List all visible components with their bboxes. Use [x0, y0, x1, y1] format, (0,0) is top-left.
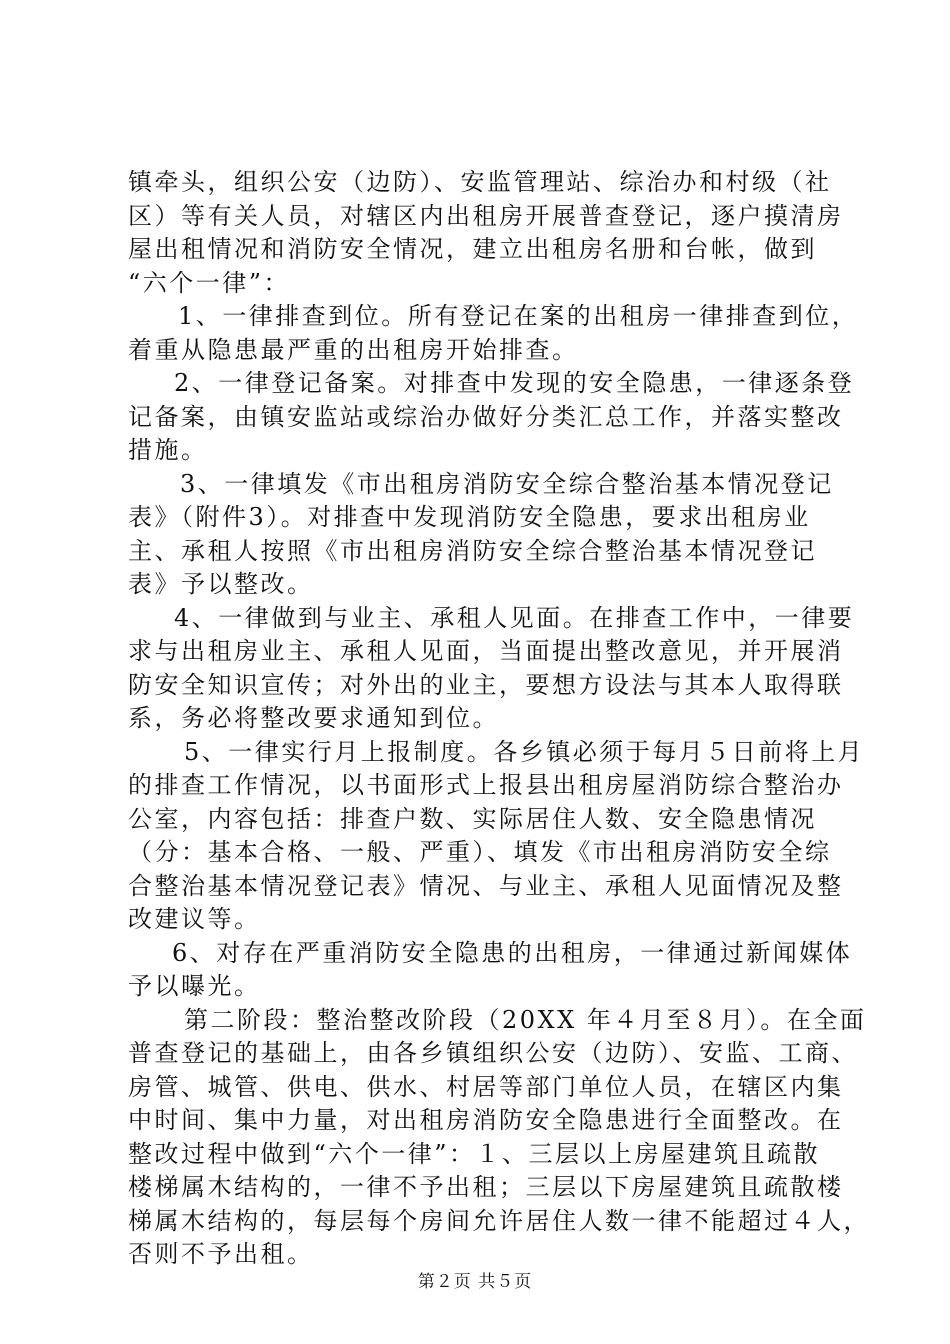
item-6-line: 6、对存在严重消防安全隐患的出租房，一律通过新闻媒体: [172, 938, 853, 967]
text-line: 予以曝光。: [128, 972, 261, 1000]
text-line: 整改过程中做到“六个一律”：１、三层以上房屋建筑且疏散: [128, 1139, 821, 1168]
text-line: 否则不予出租。: [128, 1240, 314, 1268]
document-body: [128, 166, 870, 1272]
item-4-line: 4、一律做到与业主、承租人见面。在排查工作中，一律要: [174, 603, 855, 632]
text-line: 普查登记的基础上，由各乡镇组织公安（边防）、安监、工商、: [128, 1039, 858, 1067]
text-line: 主、承租人按照《市出租房消防安全综合整治基本情况登记: [128, 536, 817, 565]
text-line: 防安全知识宣传；对外出的业主，要想方设法与其本人取得联: [128, 670, 844, 699]
text-line: 屋出租情况和消防安全情况，建立出租房名册和台帐，做到: [128, 235, 817, 263]
text-line: 措施。: [128, 436, 208, 464]
text-line: 求与出租房业主、承租人见面，当面提出整改意见，并开展消: [128, 637, 844, 665]
text-line: 合整治基本情况登记表》情况、与业主、承租人见面情况及整: [128, 871, 844, 900]
text-line: “六个一律”：: [128, 268, 291, 297]
text-line: 楼梯属木结构的，一律不予出租；三层以下房屋建筑且疏散楼: [128, 1173, 844, 1201]
text-line: 表》予以整改。: [128, 570, 314, 598]
text-line: 房管、城管、供电、供水、村居等部门单位人员，在辖区内集: [128, 1072, 844, 1101]
item-1-line: 1、一律排查到位。所有登记在案的出租房一律排查到位，: [178, 302, 859, 330]
item-5-line: 5、一律实行月上报制度。各乡镇必须于每月５日前将上月: [184, 737, 865, 766]
item-3-line: 3、一律填发《市出租房消防安全综合整治基本情况登记: [180, 469, 834, 498]
stage-two-line: 第二阶段：整治整改阶段（20XX 年４月至８月）。在全面: [184, 1005, 867, 1034]
text-line: （分：基本合格、一般、严重）、填发《市出租房消防安全综: [128, 838, 832, 866]
text-line: 镇牵头，组织公安（边防）、安监管理站、综治办和村级（社: [128, 168, 832, 196]
text-line: 着重从隐患最严重的出租房开始排查。: [128, 335, 579, 364]
text-line: 系，务必将整改要求通知到位。: [128, 704, 499, 732]
page-number-footer: 第２页 共５页: [417, 1272, 533, 1292]
text-line: 的排查工作情况，以书面形式上报县出租房屋消防综合整治办: [128, 771, 844, 799]
text-line: 改建议等。: [128, 905, 261, 933]
text-line: 中时间、集中力量，对出租房消防安全隐患进行全面整改。在: [128, 1106, 844, 1134]
text-line: 区）等有关人员，对辖区内出租房开展普查登记，逐户摸清房: [128, 201, 844, 230]
text-line: 梯属木结构的，每层每个房间允许居住人数一律不能超过４人，: [128, 1206, 870, 1235]
text-line: 公室，内容包括：排查户数、实际居住人数、安全隐患情况: [128, 804, 817, 833]
item-2-line: 2、一律登记备案。对排查中发现的安全隐患，一律逐条登: [174, 369, 855, 397]
text-line: 表》（附件3）。对排查中发现消防安全隐患，要求出租房业: [128, 503, 811, 531]
text-line: 记备案，由镇安监站或综治办做好分类汇总工作，并落实整改: [128, 402, 844, 431]
